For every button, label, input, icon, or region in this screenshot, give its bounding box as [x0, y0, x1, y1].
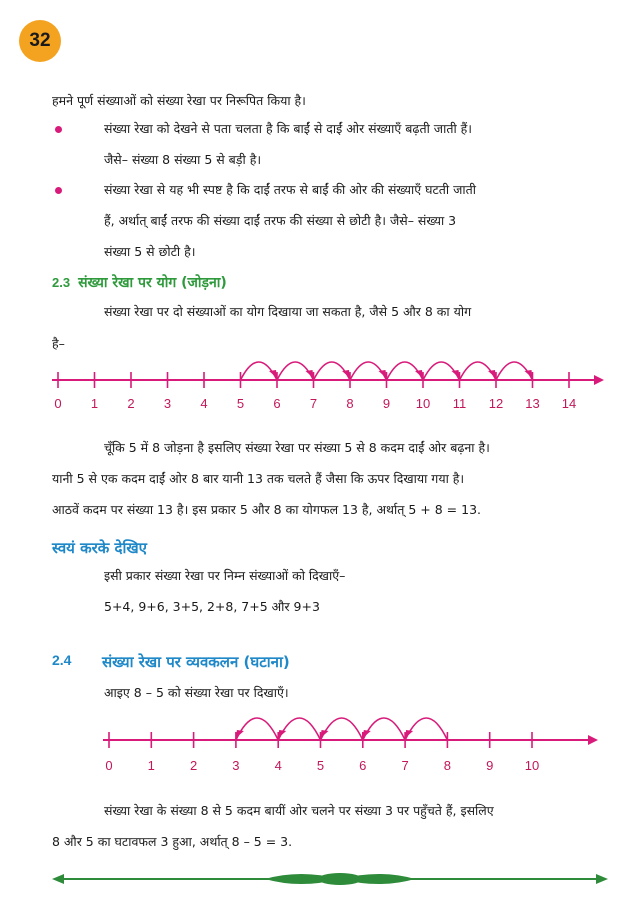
axis-arrowhead — [588, 735, 598, 745]
section-2-4-number: 2.4 — [52, 652, 72, 668]
tick-label: 5 — [316, 758, 325, 773]
jump-arc — [278, 718, 320, 740]
explain24-line2: 8 और 5 का घटावफल 3 हुआ, अर्थात् 8 – 5 = 3. — [52, 834, 293, 849]
tick-label: 12 — [488, 396, 504, 411]
jump-arrowhead — [488, 370, 496, 378]
jump-arc — [405, 718, 447, 740]
section24-line1: आइए 8 – 5 को संख्या रेखा पर दिखाएँ। — [104, 685, 289, 700]
tick-label: 2 — [189, 758, 198, 773]
explain23-line2: यानी 5 से एक कदम दाईं ओर 8 बार यानी 13 तक चलते हैं जैसा कि ऊपर दिखाया गया है। — [52, 471, 465, 486]
jump-arc — [321, 718, 363, 740]
tick-label: 8 — [443, 758, 452, 773]
section-2-3-number: 2.3 — [52, 275, 71, 290]
try-yourself-heading: स्वयं करके देखिए — [52, 539, 147, 557]
jump-arrowhead — [278, 730, 286, 738]
jump-arrowhead — [306, 370, 314, 378]
tick-label: 13 — [525, 396, 540, 411]
section-2-4-title: संख्या रेखा पर व्यवकलन (घटाना) — [102, 653, 290, 671]
jump-arrowhead — [525, 370, 533, 378]
jump-arrowhead — [363, 730, 371, 738]
page-number: 32 — [29, 30, 51, 51]
jump-arc — [363, 718, 405, 740]
tick-label: 9 — [486, 758, 494, 773]
intro-text: हमने पूर्ण संख्याओं को संख्या रेखा पर निरूपित किया है। — [52, 93, 306, 108]
section-2-4-heading — [52, 652, 452, 672]
bullet2-line3: संख्या 5 से छोटी है। — [104, 244, 196, 259]
bullet1-line2: जैसे– संख्या 8 संख्या 5 से बड़ी है। — [104, 152, 262, 167]
bullet-dot-2 — [55, 187, 62, 194]
tick-label: 4 — [200, 396, 208, 411]
jump-arrowhead — [405, 730, 413, 738]
explain23-line3: आठवें कदम पर संख्या 13 है। इस प्रकार 5 और 8 का योगफल 13 है, अर्थात् 5 + 8 = 13. — [52, 502, 481, 517]
tick-label: 7 — [309, 396, 318, 411]
tick-label: 5 — [236, 396, 245, 411]
number-line-addition — [0, 350, 641, 425]
bullet2-line2: हैं, अर्थात् बाईं तरफ की संख्या दाईं तरफ की संख्या से छोटी है। जैसे– संख्या 3 — [104, 213, 457, 228]
jump-arrowhead — [379, 370, 387, 378]
section23-line2: है– — [52, 336, 65, 351]
section23-line1: संख्या रेखा पर दो संख्याओं का योग दिखाया जा सकता है, जैसे 5 और 8 का योग — [104, 304, 472, 319]
tick-label: 4 — [274, 758, 282, 773]
tick-label: 14 — [561, 396, 577, 411]
number-line-subtraction — [0, 700, 641, 785]
explain24-line1: संख्या रेखा के संख्या 8 से 5 कदम बायीं ओर चलने पर संख्या 3 पर पहुँचते हैं, इसलिए — [104, 803, 494, 818]
tick-label: 2 — [127, 396, 135, 411]
try-yourself-line2: 5+4, 9+6, 3+5, 2+8, 7+5 और 9+3 — [104, 599, 320, 614]
jump-arrowhead — [342, 370, 350, 378]
tick-label: 10 — [524, 758, 540, 773]
bullet-dot-1 — [55, 126, 62, 133]
section-2-3-title: संख्या रेखा पर योग (जोड़ना) — [78, 275, 227, 291]
bullet1-line1: संख्या रेखा को देखने से पता चलता है कि बाईं से दाईं ओर संख्याएँ बढ़ती जाती हैं। — [104, 121, 473, 136]
tick-label: 8 — [346, 396, 354, 411]
try-yourself-line1: इसी प्रकार संख्या रेखा पर निम्न संख्याओं को दिखाएँ– — [104, 568, 346, 583]
tick-label: 10 — [415, 396, 431, 411]
jump-arrowhead — [415, 370, 423, 378]
tick-label: 1 — [147, 758, 155, 773]
explain23-line1: चूँकि 5 में 8 जोड़ना है इसलिए संख्या रेखा पर संख्या 5 से 8 कदम दाईं ओर बढ़ना है। — [104, 440, 490, 455]
tick-label: 6 — [359, 758, 367, 773]
tick-label: 9 — [382, 396, 391, 411]
jump-arrowhead — [236, 730, 244, 738]
tick-label: 11 — [452, 396, 467, 411]
tick-label: 1 — [90, 396, 99, 411]
decorative-divider — [0, 865, 641, 895]
tick-label: 3 — [163, 396, 172, 411]
section-2-3-heading — [52, 273, 227, 292]
tick-label: 6 — [273, 396, 281, 411]
jump-arc — [236, 718, 278, 740]
axis-arrowhead — [594, 375, 604, 385]
page-number-badge — [19, 20, 61, 62]
jump-arrowhead — [269, 370, 277, 378]
tick-label: 0 — [54, 396, 62, 411]
tick-label: 7 — [401, 758, 409, 773]
tick-label: 0 — [105, 758, 113, 773]
jump-arrowhead — [452, 370, 460, 378]
jump-arrowhead — [321, 730, 329, 738]
bullet2-line1: संख्या रेखा से यह भी स्पष्ट है कि दाईं तरफ से बाईं की ओर की संख्याएँ घटती जाती — [104, 182, 476, 197]
tick-label: 3 — [232, 758, 240, 773]
